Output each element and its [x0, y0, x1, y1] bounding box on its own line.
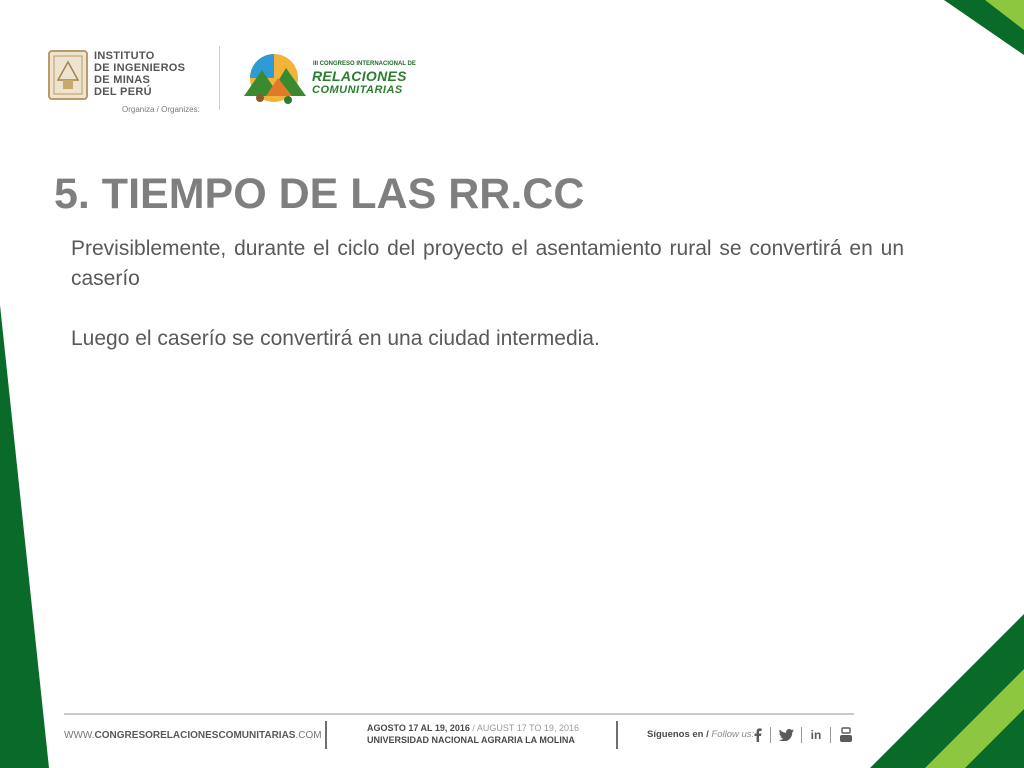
organiza-label: Organiza / Organizes:	[122, 105, 200, 114]
footer-website-link[interactable]	[64, 730, 322, 741]
facebook-glyph	[754, 728, 762, 742]
footer-separator	[325, 721, 327, 749]
iimp-shield-logo	[48, 50, 88, 100]
footer-separator	[616, 721, 618, 749]
congreso-subtitle: III CONGRESO INTERNACIONAL DE	[313, 61, 416, 67]
congreso-name-line2: COMUNITARIAS	[312, 84, 403, 96]
congreso-name-line1: RELACIONES	[312, 68, 407, 84]
social-separator	[830, 727, 831, 743]
iimp-name-line: DE MINAS	[94, 74, 151, 86]
twitter-glyph	[779, 729, 794, 741]
left-green-band	[0, 305, 49, 768]
event-dates	[367, 723, 579, 733]
twitter-icon[interactable]	[777, 727, 795, 743]
facebook-icon[interactable]	[752, 727, 764, 743]
follow-us-es: Síguenos en /	[647, 729, 712, 740]
linkedin-glyph: in	[810, 728, 822, 742]
iimp-name-line: DEL PERÚ	[94, 86, 152, 98]
event-date-es: AGOSTO 17 AL 19, 2016	[367, 723, 470, 733]
social-separator	[770, 727, 771, 743]
footer-url-suffix: .COM	[295, 730, 322, 741]
youtube-icon[interactable]	[838, 727, 854, 743]
slide-body	[71, 234, 904, 354]
follow-us-label	[647, 729, 754, 740]
youtube-glyph	[839, 727, 853, 743]
footer-url-domain: CONGRESORELACIONESCOMUNITARIAS	[94, 730, 296, 741]
social-separator	[801, 727, 802, 743]
event-date-sep: /	[469, 723, 477, 733]
footer-divider-line	[64, 713, 854, 715]
iimp-name	[94, 50, 214, 98]
follow-us-en: Follow us:	[711, 729, 755, 740]
slide-title: 5. TIEMPO DE LAS RR.CC	[54, 170, 585, 218]
event-venue: UNIVERSIDAD NACIONAL AGRARIA LA MOLINA	[367, 735, 575, 745]
iimp-name-line: INSTITUTO	[94, 50, 155, 62]
footer-url-prefix: WWW.	[64, 730, 95, 741]
header-divider	[219, 46, 220, 110]
linkedin-icon[interactable]	[808, 727, 824, 743]
body-paragraph: Previsiblemente, durante el ciclo del proyecto el asentamiento rural se convertirá en un caserío	[71, 237, 904, 290]
body-paragraph: Luego el caserío se convertirá en una ciudad intermedia.	[71, 327, 600, 350]
iimp-name-line: DE INGENIEROS	[94, 62, 186, 74]
event-date-en: AUGUST 17 TO 19, 2016	[476, 723, 579, 733]
congreso-emblem-logo	[236, 48, 312, 110]
